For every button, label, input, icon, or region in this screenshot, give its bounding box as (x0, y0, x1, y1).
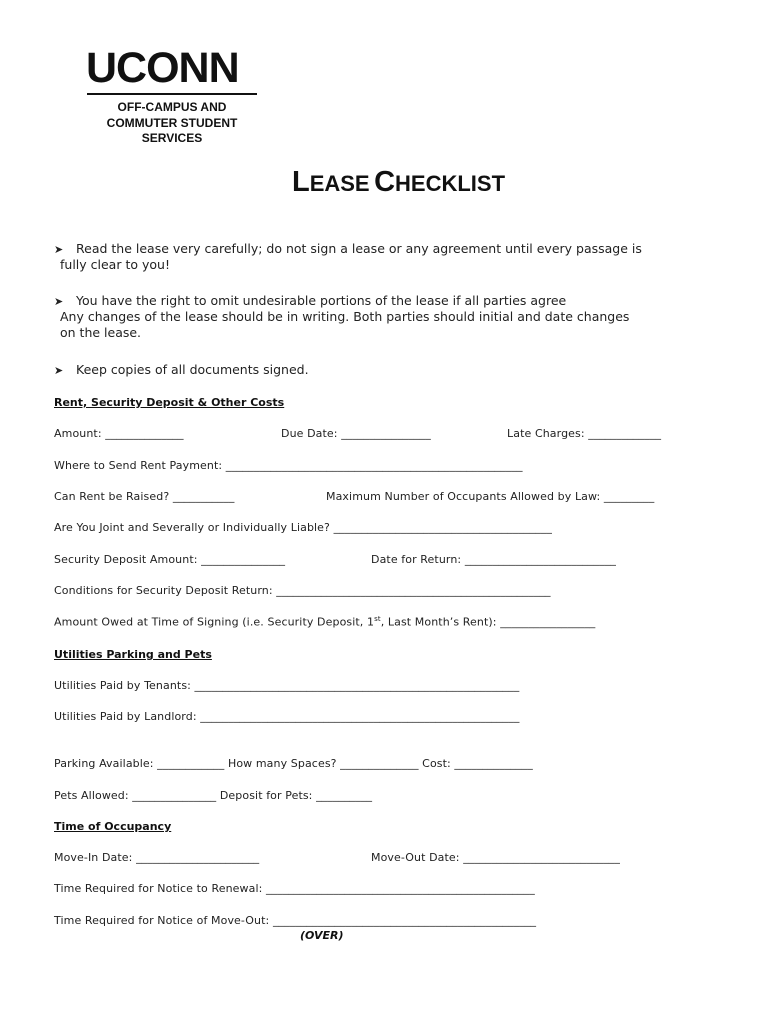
arrow-right-icon: ➤ (54, 364, 64, 377)
title-cap-1: L (291, 166, 310, 198)
title-cap-2: C (374, 166, 396, 198)
department-line-3: SERVICES (141, 131, 203, 145)
department-line-2: COMMUTER STUDENT (106, 115, 238, 130)
field-joint-liable[interactable]: Are You Joint and Severally or Individually Liable? _______________________________________ (54, 521, 552, 534)
field-late-charges[interactable]: Late Charges: _____________ (507, 427, 662, 440)
section-utilities-heading: Utilities Parking and Pets (54, 648, 212, 661)
bullet-2-line-3: on the lease. (60, 325, 142, 340)
bullet-3 (54, 362, 309, 379)
department-name (87, 100, 257, 147)
owed-signing-text-b: , Last Month’s Rent): _________________ (380, 615, 596, 629)
field-due-date[interactable]: Due Date: ________________ (281, 427, 431, 440)
field-max-occupants[interactable]: Maximum Number of Occupants Allowed by Law: _________ (326, 490, 655, 503)
title-rest-2: HECKLIST (395, 171, 506, 196)
field-date-return[interactable]: Date for Return: ___________________________ (371, 553, 617, 566)
bullet-1 (54, 241, 642, 258)
field-move-in[interactable]: Move-In Date: ______________________ (54, 851, 260, 864)
field-notice-moveout[interactable]: Time Required for Notice of Move-Out: _______________________________________________ (54, 914, 537, 927)
field-util-landlord[interactable]: Utilities Paid by Landlord: _________________________________________________________ (54, 710, 520, 723)
field-parking[interactable]: Parking Available: ____________ How many Spaces? ______________ Cost: ______________ (54, 757, 533, 770)
page-title (0, 166, 770, 199)
field-rent-raised[interactable]: Can Rent be Raised? ___________ (54, 490, 235, 503)
bullet-3-line-1: Keep copies of all documents signed. (76, 362, 309, 377)
owed-signing-text-a: Amount Owed at Time of Signing (i.e. Security Deposit, 1 (54, 615, 375, 629)
bullet-2-line-1: You have the right to omit undesirable portions of the lease if all parties agree (76, 293, 567, 308)
bullet-1-line-1: Read the lease very carefully; do not sign a lease or any agreement until every passage is (76, 241, 642, 256)
field-owed-signing[interactable] (54, 615, 595, 629)
bullet-2-line-2: Any changes of the lease should be in writing. Both parties should initial and date changes (60, 309, 630, 324)
department-line-1: OFF-CAMPUS AND (117, 100, 227, 114)
section-rent-heading: Rent, Security Deposit & Other Costs (54, 396, 285, 409)
section-occupancy-heading: Time of Occupancy (54, 820, 172, 833)
field-util-tenants[interactable]: Utilities Paid by Tenants: __________________________________________________________ (54, 679, 520, 692)
bullet-1-line-2: fully clear to you! (60, 257, 170, 272)
over-label: (OVER) (300, 929, 344, 942)
title-rest-1: EASE (309, 171, 370, 196)
field-amount[interactable]: Amount: ______________ (54, 427, 184, 440)
field-where-send-rent[interactable]: Where to Send Rent Payment: _____________________________________________________ (54, 459, 523, 472)
logo-divider (87, 93, 257, 95)
field-pets[interactable]: Pets Allowed: _______________ Deposit for Pets: __________ (54, 789, 373, 802)
field-conditions-return[interactable]: Conditions for Security Deposit Return: _________________________________________________ (54, 584, 551, 597)
bullet-2 (54, 293, 566, 310)
uconn-logo: UCONN (86, 44, 239, 92)
field-security-amount[interactable]: Security Deposit Amount: _______________ (54, 553, 286, 566)
field-move-out[interactable]: Move-Out Date: ____________________________ (371, 851, 621, 864)
field-notice-renewal[interactable]: Time Required for Notice to Renewal: ________________________________________________ (54, 882, 535, 895)
owed-signing-sup: st (374, 615, 381, 623)
arrow-right-icon: ➤ (54, 243, 64, 256)
arrow-right-icon: ➤ (54, 295, 64, 308)
